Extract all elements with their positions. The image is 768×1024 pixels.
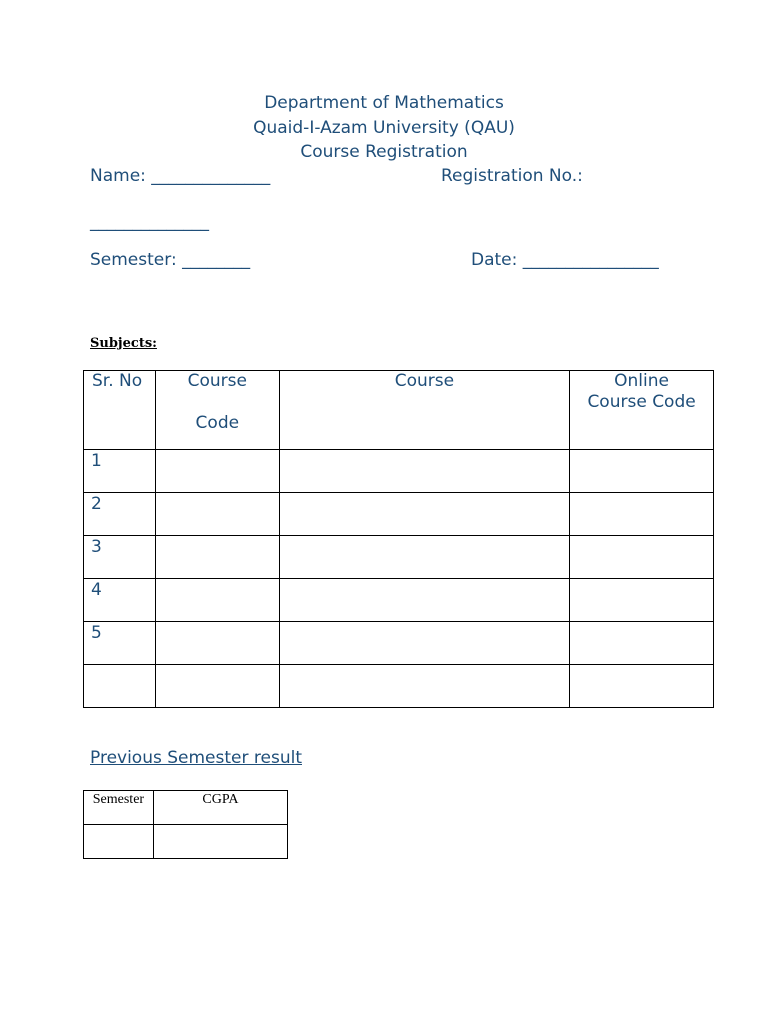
header-course: Course [279, 371, 569, 450]
cgpa-cell[interactable] [153, 825, 287, 859]
header-online-course-code: Online Course Code [570, 371, 714, 450]
university-title: Quaid-I-Azam University (QAU) [253, 118, 515, 138]
course-code-cell[interactable] [155, 450, 279, 493]
result-row [84, 825, 288, 859]
course-cell[interactable] [279, 493, 569, 536]
course-code-cell[interactable] [155, 493, 279, 536]
course-cell[interactable] [279, 450, 569, 493]
online-code-cell[interactable] [570, 493, 714, 536]
header-course-code: Course Code [155, 371, 279, 450]
online-code-cell[interactable] [570, 579, 714, 622]
registration-field-blank[interactable]: ______________ [90, 212, 209, 232]
department-title: Department of Mathematics [264, 93, 504, 113]
semester-field[interactable]: Semester: ________ [90, 250, 251, 270]
course-code-cell[interactable] [155, 622, 279, 665]
sr-no-cell: 3 [84, 536, 156, 579]
table-row [84, 665, 714, 708]
table-row [84, 536, 714, 579]
course-table [83, 370, 714, 708]
course-table-header-row [84, 371, 714, 450]
header-cgpa: CGPA [153, 791, 287, 825]
table-row [84, 493, 714, 536]
course-cell[interactable] [279, 579, 569, 622]
header-sr-no: Sr. No [84, 371, 156, 450]
sr-no-cell: 1 [84, 450, 156, 493]
subjects-label: Subjects: [90, 336, 157, 351]
name-field[interactable]: Name: ______________ [90, 166, 271, 186]
online-code-cell[interactable] [570, 450, 714, 493]
previous-result-table [83, 790, 288, 859]
semester-cell[interactable] [84, 825, 154, 859]
table-row [84, 579, 714, 622]
table-row [84, 450, 714, 493]
course-cell[interactable] [279, 536, 569, 579]
course-code-cell[interactable] [155, 579, 279, 622]
sr-no-cell: 4 [84, 579, 156, 622]
course-code-cell[interactable] [155, 665, 279, 708]
form-title: Course Registration [300, 142, 468, 162]
previous-semester-title: Previous Semester result [90, 748, 302, 768]
online-code-cell[interactable] [570, 536, 714, 579]
result-header-row [84, 791, 288, 825]
sr-no-cell [84, 665, 156, 708]
course-cell[interactable] [279, 622, 569, 665]
course-cell[interactable] [279, 665, 569, 708]
sr-no-cell: 5 [84, 622, 156, 665]
sr-no-cell: 2 [84, 493, 156, 536]
online-code-cell[interactable] [570, 622, 714, 665]
online-code-cell[interactable] [570, 665, 714, 708]
registration-field-label: Registration No.: [441, 166, 583, 186]
date-field[interactable]: Date: ________________ [471, 250, 659, 270]
header-semester: Semester [84, 791, 154, 825]
course-code-cell[interactable] [155, 536, 279, 579]
table-row [84, 622, 714, 665]
